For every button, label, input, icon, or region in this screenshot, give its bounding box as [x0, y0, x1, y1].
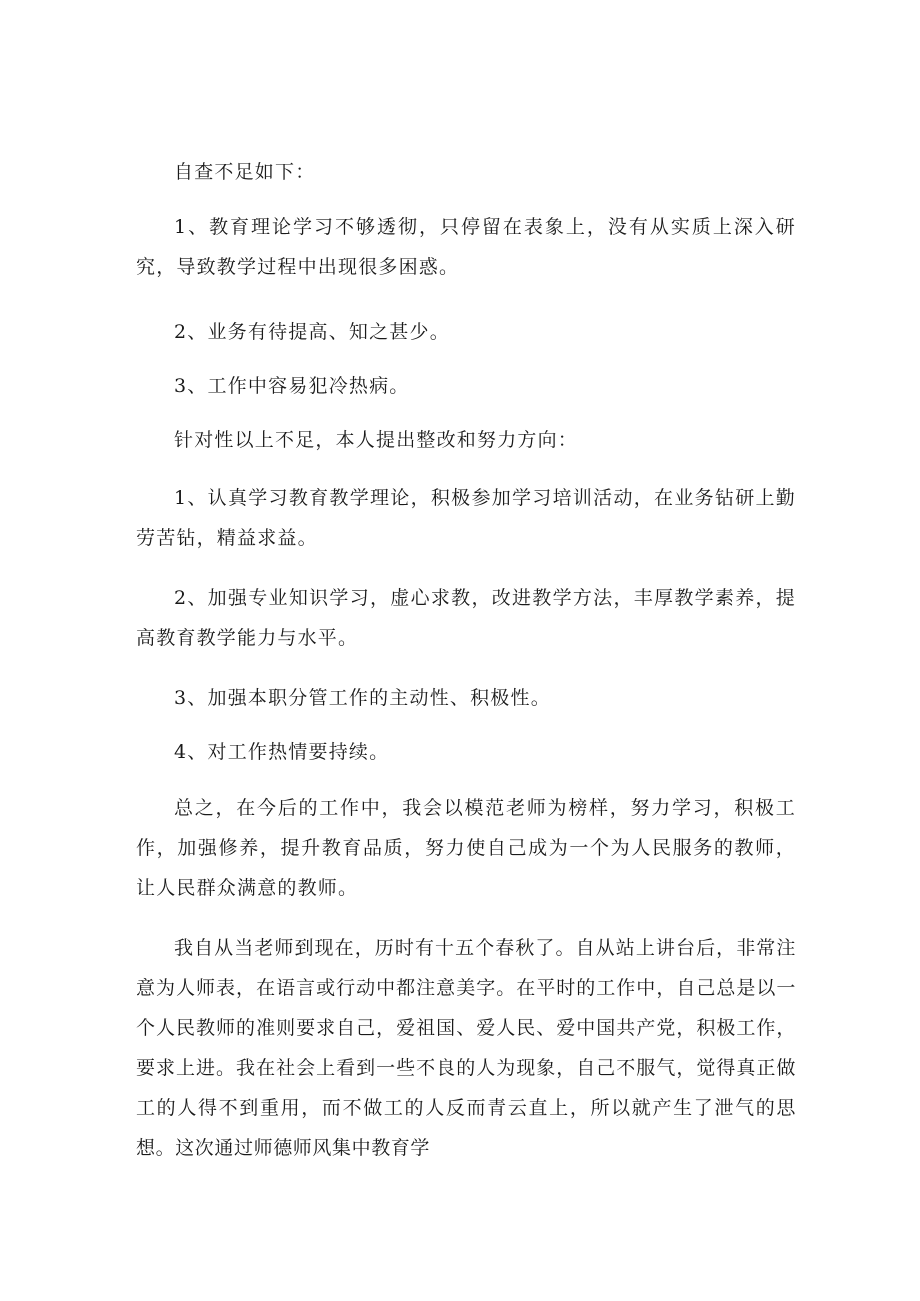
- paragraph-improvement-heading: 针对性以上不足，本人提出整改和努力方向：: [174, 429, 579, 451]
- paragraph-improvement-3: 3、加强本职分管工作的主动性、积极性。: [174, 687, 551, 709]
- paragraph-improvement-4: 4、对工作热情要持续。: [174, 741, 390, 763]
- paragraph-shortcoming-1: 1、教育理论学习不够透彻，只停留在表象上，没有从实质上深入研究，导致教学过程中出现很多困惑。: [136, 216, 796, 278]
- paragraph-reflection: 我自从当老师到现在，历时有十五个春秋了。自从站上讲台后，非常注意为人师表，在语言或行动中都注意美字。在平时的工作中，自己总是以一个人民教师的准则要求自己，爱祖国、爱人民、爱中国共产党，积极工作，要求上进。我在社会上看到一些不良的人为现象，自己不服气，觉得真正做工的人得不到重用，而不做工的人反而青云直上，所以就产生了泄气的思想。这次通过师德师风集中教育学: [136, 937, 796, 1159]
- paragraph-self-check-heading: 自查不足如下：: [174, 161, 316, 183]
- paragraph-conclusion: 总之，在今后的工作中，我会以模范老师为榜样，努力学习，积极工作，加强修养，提升教育品质，努力使自己成为一个为人民服务的教师，让人民群众满意的教师。: [136, 797, 796, 899]
- paragraph-shortcoming-3: 3、工作中容易犯冷热病。: [174, 375, 410, 397]
- paragraph-improvement-2: 2、加强专业知识学习，虚心求教，改进教学方法，丰厚教学素养，提高教育教学能力与水平。: [136, 587, 796, 649]
- paragraph-improvement-1: 1、认真学习教育教学理论，积极参加学习培训活动，在业务钻研上勤劳苦钻，精益求益。: [136, 487, 796, 549]
- paragraph-shortcoming-2: 2、业务有待提高、知之甚少。: [174, 321, 450, 343]
